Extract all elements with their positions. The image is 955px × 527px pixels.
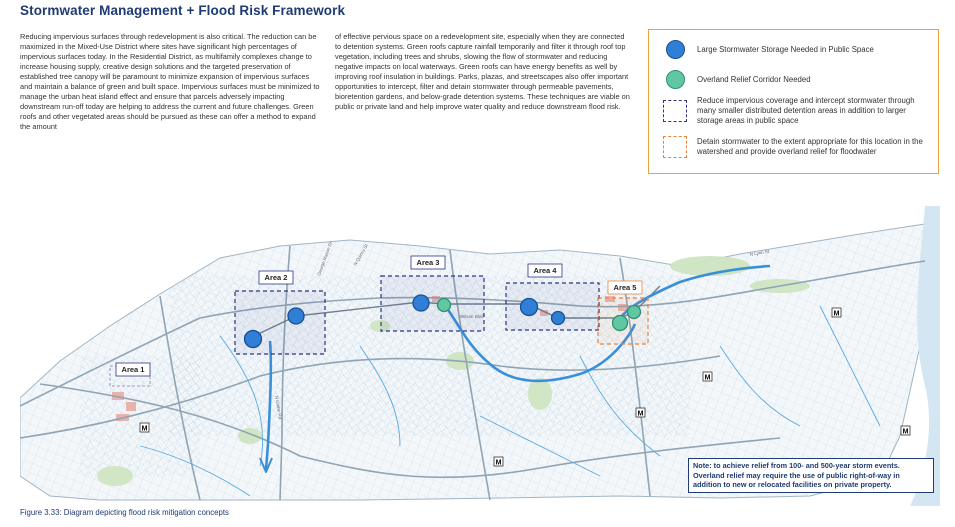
legend-label: Detain stormwater to the extent appropriate for this location in the watershed and provide overland relief for floodwater xyxy=(697,137,923,156)
street-label: N Glebe Rd xyxy=(274,395,284,420)
svg-text:M: M xyxy=(637,410,644,418)
map-legend xyxy=(648,29,939,174)
figure-caption: Figure 3.33: Diagram depicting flood risk mitigation concepts xyxy=(20,508,229,517)
body-text-column-1: Reducing impervious surfaces through redevelopment is also critical. The reduction can be maximized in the Mixed-Use District where sites have significant high percentages of impervious surfaces today. In the Residential District, as multifamily complexes change to increase housing supply, creative design solutions and the targeted preservation of established tree canopy will be paramount to minimize expansion of impervious surfaces and maintain a balance of green and built space. Impervious surfaces must be minimized to manage the urban heat island effect and ensure that parcels adversely impacting downstream run-off today are helping to address the current and future challenges. Green roofs and other vegetated areas should be pursued as these can offer a method to expand the amount xyxy=(20,32,320,131)
metro-icon xyxy=(140,423,149,433)
svg-text:M: M xyxy=(902,428,909,436)
svg-text:M: M xyxy=(495,459,502,467)
area-2-label xyxy=(259,271,293,284)
area-4-label xyxy=(528,264,562,277)
svg-text:Area 3: Area 3 xyxy=(416,258,440,267)
body-text-column-2: of effective pervious space on a redevelopment site, especially when they are connected to detention systems. Green roofs capture rainfall temporarily and filter it through roof top vegetation, including trees and shrubs, slowing the flow of stormwater and reducing negative impacts on local waterways. Green roofs can have energy benefits as well by improving roof insulation in buildings. Parks, plazas, and streetscapes also offer important opportunities to intercept, filter and detain stormwater through permeable pavements, bioretention gardens, and below-grade detention systems. These techniques are viable on public or private land and help improve water quality and reduce downstream flood risk. xyxy=(335,32,630,111)
svg-text:Area 5: Area 5 xyxy=(613,283,637,292)
legend-item-detain xyxy=(661,136,932,158)
metro-icon xyxy=(636,408,645,418)
storage-site-area-2-east xyxy=(288,308,304,324)
area-3-label xyxy=(411,256,445,269)
storage-site-area-2-west xyxy=(245,331,262,348)
svg-text:Area 1: Area 1 xyxy=(121,365,145,374)
storage-site-area-4-east xyxy=(552,312,565,325)
metro-icon xyxy=(703,372,712,382)
legend-item-relief xyxy=(661,70,932,89)
street-label: George Mason Dr xyxy=(316,241,334,277)
svg-text:M: M xyxy=(704,374,711,382)
svg-text:Area 2: Area 2 xyxy=(264,273,288,282)
legend-label: Large Stormwater Storage Needed in Public Space xyxy=(697,44,874,54)
legend-item-storage xyxy=(661,40,932,59)
area-5-label xyxy=(608,281,642,294)
area-1-label xyxy=(116,363,150,376)
metro-icon xyxy=(901,426,910,436)
metro-icon xyxy=(832,308,841,318)
relief-site-area-5-west xyxy=(613,316,628,331)
street-label: Wilson Blvd xyxy=(460,314,484,319)
svg-text:Area 4: Area 4 xyxy=(533,266,557,275)
storage-site-area-4-west xyxy=(521,299,538,316)
navy-dashed-box-icon xyxy=(663,100,687,122)
relief-site-area-5-east xyxy=(628,306,641,319)
blue-circle-icon xyxy=(666,40,685,59)
metro-icon xyxy=(494,457,503,467)
svg-text:M: M xyxy=(141,425,148,433)
street-label: N Quincy St xyxy=(352,243,369,267)
page-title: Stormwater Management + Flood Risk Framework xyxy=(20,3,346,18)
green-circle-icon xyxy=(666,70,685,89)
legend-label: Reduce impervious coverage and intercept stormwater through many smaller distributed detention areas in addition to larger storage areas in public space xyxy=(697,96,915,125)
svg-text:M: M xyxy=(833,310,840,318)
area-3-box xyxy=(381,276,484,331)
legend-label: Overland Relief Corridor Needed xyxy=(697,74,811,84)
map-note: Note: to achieve relief from 100- and 500-year storm events. Overland relief may require the use of public right-of-way in addition to new or relocated facilities on private property. xyxy=(688,458,934,493)
storage-site-area-3 xyxy=(413,295,429,311)
orange-dashed-box-icon xyxy=(663,136,687,158)
legend-item-reduce-impervious xyxy=(661,96,932,126)
relief-site-area-3 xyxy=(438,299,451,312)
street-label: N Lynn St xyxy=(749,248,770,257)
